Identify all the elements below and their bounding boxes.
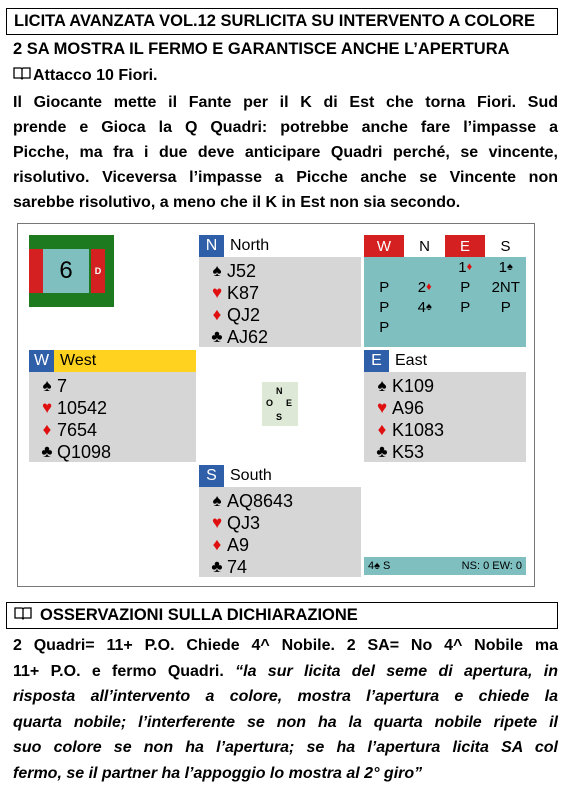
heart-icon: ♥ [211, 283, 223, 302]
bid-cell [486, 317, 527, 337]
bid-row [364, 297, 526, 317]
south-hearts: QJ3 [227, 512, 261, 533]
north-spades: J52 [227, 260, 257, 281]
contract: 4♠ S [368, 560, 391, 572]
obs-line: suo colore se non ha l’apertura; se ha l’apertura licita SA col [13, 739, 558, 756]
observations-box [6, 602, 558, 629]
diamond-icon: ♦ [212, 535, 222, 554]
bid-cell: P [460, 278, 471, 296]
attack-line: Attacco 10 Fiori. [13, 66, 157, 85]
bid-cell: 1 ♦ [458, 258, 473, 276]
spade-icon: ♠ [212, 491, 222, 510]
obs-line: 2 Quadri= 11+ P.O. Chiede 4^ Nobile. 2 SA= No 4^ Nobile ma [13, 637, 558, 654]
east-spades: K109 [392, 375, 435, 396]
north-clubs: AJ62 [227, 326, 269, 347]
east-hearts: A96 [392, 397, 425, 418]
heart-icon: ♥ [41, 398, 53, 417]
east-name: East [395, 352, 428, 369]
bid-cell: 1 ♠ [498, 258, 513, 276]
obs-line: 11+ P.O. e fermo Quadri. “la sur licita del seme di apertura, in [13, 662, 558, 680]
bid-cell: 4 ♠ [417, 298, 432, 316]
south-clubs: 74 [227, 556, 248, 577]
west-name: West [60, 352, 97, 369]
bid-cell [445, 317, 486, 337]
compass: N O E S [262, 382, 298, 426]
bid-row [364, 317, 526, 337]
observations-title: OSSERVAZIONI SULLA DICHIARAZIONE [40, 606, 358, 624]
west-clubs: Q1098 [57, 441, 112, 462]
heart-icon: ♥ [211, 513, 223, 532]
west-diamonds: 7654 [57, 419, 98, 440]
west-hand [29, 350, 196, 462]
east-clubs: K53 [392, 441, 425, 462]
board-cell [29, 235, 182, 347]
north-seat: N [199, 235, 224, 257]
club-icon: ♣ [211, 327, 223, 346]
bid-header-west: W [364, 235, 404, 257]
diamond-icon: ♦ [212, 305, 222, 324]
bid-row [364, 257, 526, 277]
north-name: North [230, 237, 270, 254]
north-hand [199, 235, 361, 347]
intro-paragraph [13, 90, 558, 215]
title-box [6, 8, 558, 35]
east-seat: E [364, 350, 389, 372]
spade-icon: ♠ [212, 261, 222, 280]
dealer-marker: D [91, 249, 105, 293]
south-name: South [230, 467, 272, 484]
bid-cell [364, 257, 405, 277]
diamond-icon: ♦ [377, 420, 387, 439]
south-hand [199, 465, 361, 577]
bid-cell: P [500, 298, 511, 316]
bid-cell [405, 257, 446, 277]
bid-header-south: S [485, 235, 526, 257]
deal-diagram [17, 223, 535, 587]
bid-header-north: N [404, 235, 445, 257]
west-seat: W [29, 350, 54, 372]
bid-header-east: E [445, 235, 485, 257]
book-icon [13, 66, 33, 85]
club-icon: ♣ [211, 557, 223, 576]
south-seat: S [199, 465, 224, 487]
south-spades: AQ8643 [227, 490, 294, 511]
intro-line: Picche, ma fra i due deve anticipare Quadri perché, se vincente, [13, 144, 558, 161]
bid-cell: 2NT [491, 278, 520, 296]
board-indicator [29, 235, 114, 307]
spade-icon: ♠ [42, 376, 52, 395]
spade-icon: ♠ [377, 376, 387, 395]
diamond-icon: ♦ [42, 420, 52, 439]
page-title: LICITA AVANZATA VOL.12 SURLICITA SU INTERVENTO A COLORE [14, 12, 535, 30]
result-bar [364, 557, 526, 575]
bid-cell: P [379, 298, 390, 316]
north-hearts: K87 [227, 282, 260, 303]
club-icon: ♣ [41, 442, 53, 461]
bid-rows [364, 257, 526, 337]
club-icon: ♣ [376, 442, 388, 461]
bid-cell [405, 317, 446, 337]
book-icon [14, 603, 40, 628]
west-spades: 7 [57, 375, 68, 396]
bid-cell: 2 ♦ [417, 278, 432, 296]
bid-row [364, 277, 526, 297]
east-hand [364, 350, 526, 462]
north-diamonds: QJ2 [227, 304, 261, 325]
subtitle: 2 SA MOSTRA IL FERMO E GARANTISCE ANCHE L’APERTURA [13, 40, 510, 58]
intro-line: risolutivo. Viceversa l’impasse a Picche anche se Vincente non [13, 169, 558, 186]
obs-line: risposta all’intervento a colore, mostra l’apertura e chiede la [13, 688, 558, 705]
intro-line: sarebbe risolutivo, a meno che il K in Est non sia secondo. [13, 194, 461, 211]
east-diamonds: K1083 [392, 419, 445, 440]
west-hearts: 10542 [57, 397, 108, 418]
intro-line: Il Giocante mette il Fante per il K di Est che torna Fiori. Sud [13, 94, 558, 111]
observations-paragraph [13, 633, 558, 786]
obs-line: fermo, se il partner ha l’appoggio lo mostra al 2° giro” [13, 764, 423, 782]
south-diamonds: A9 [227, 534, 250, 555]
heart-icon: ♥ [376, 398, 388, 417]
bid-cell: P [460, 298, 471, 316]
board-number: 6 [43, 249, 89, 293]
bid-cell: P [379, 318, 390, 336]
bid-cell: P [379, 278, 390, 296]
obs-line: quarta nobile; l’interferente se non ha la quarta nobile ripete il [13, 713, 558, 731]
score: NS: 0 EW: 0 [461, 560, 522, 572]
intro-line: prende e Gioca la Q Quadri: potrebbe anche fare l’impasse a [13, 119, 558, 136]
bidding-table [364, 235, 526, 347]
